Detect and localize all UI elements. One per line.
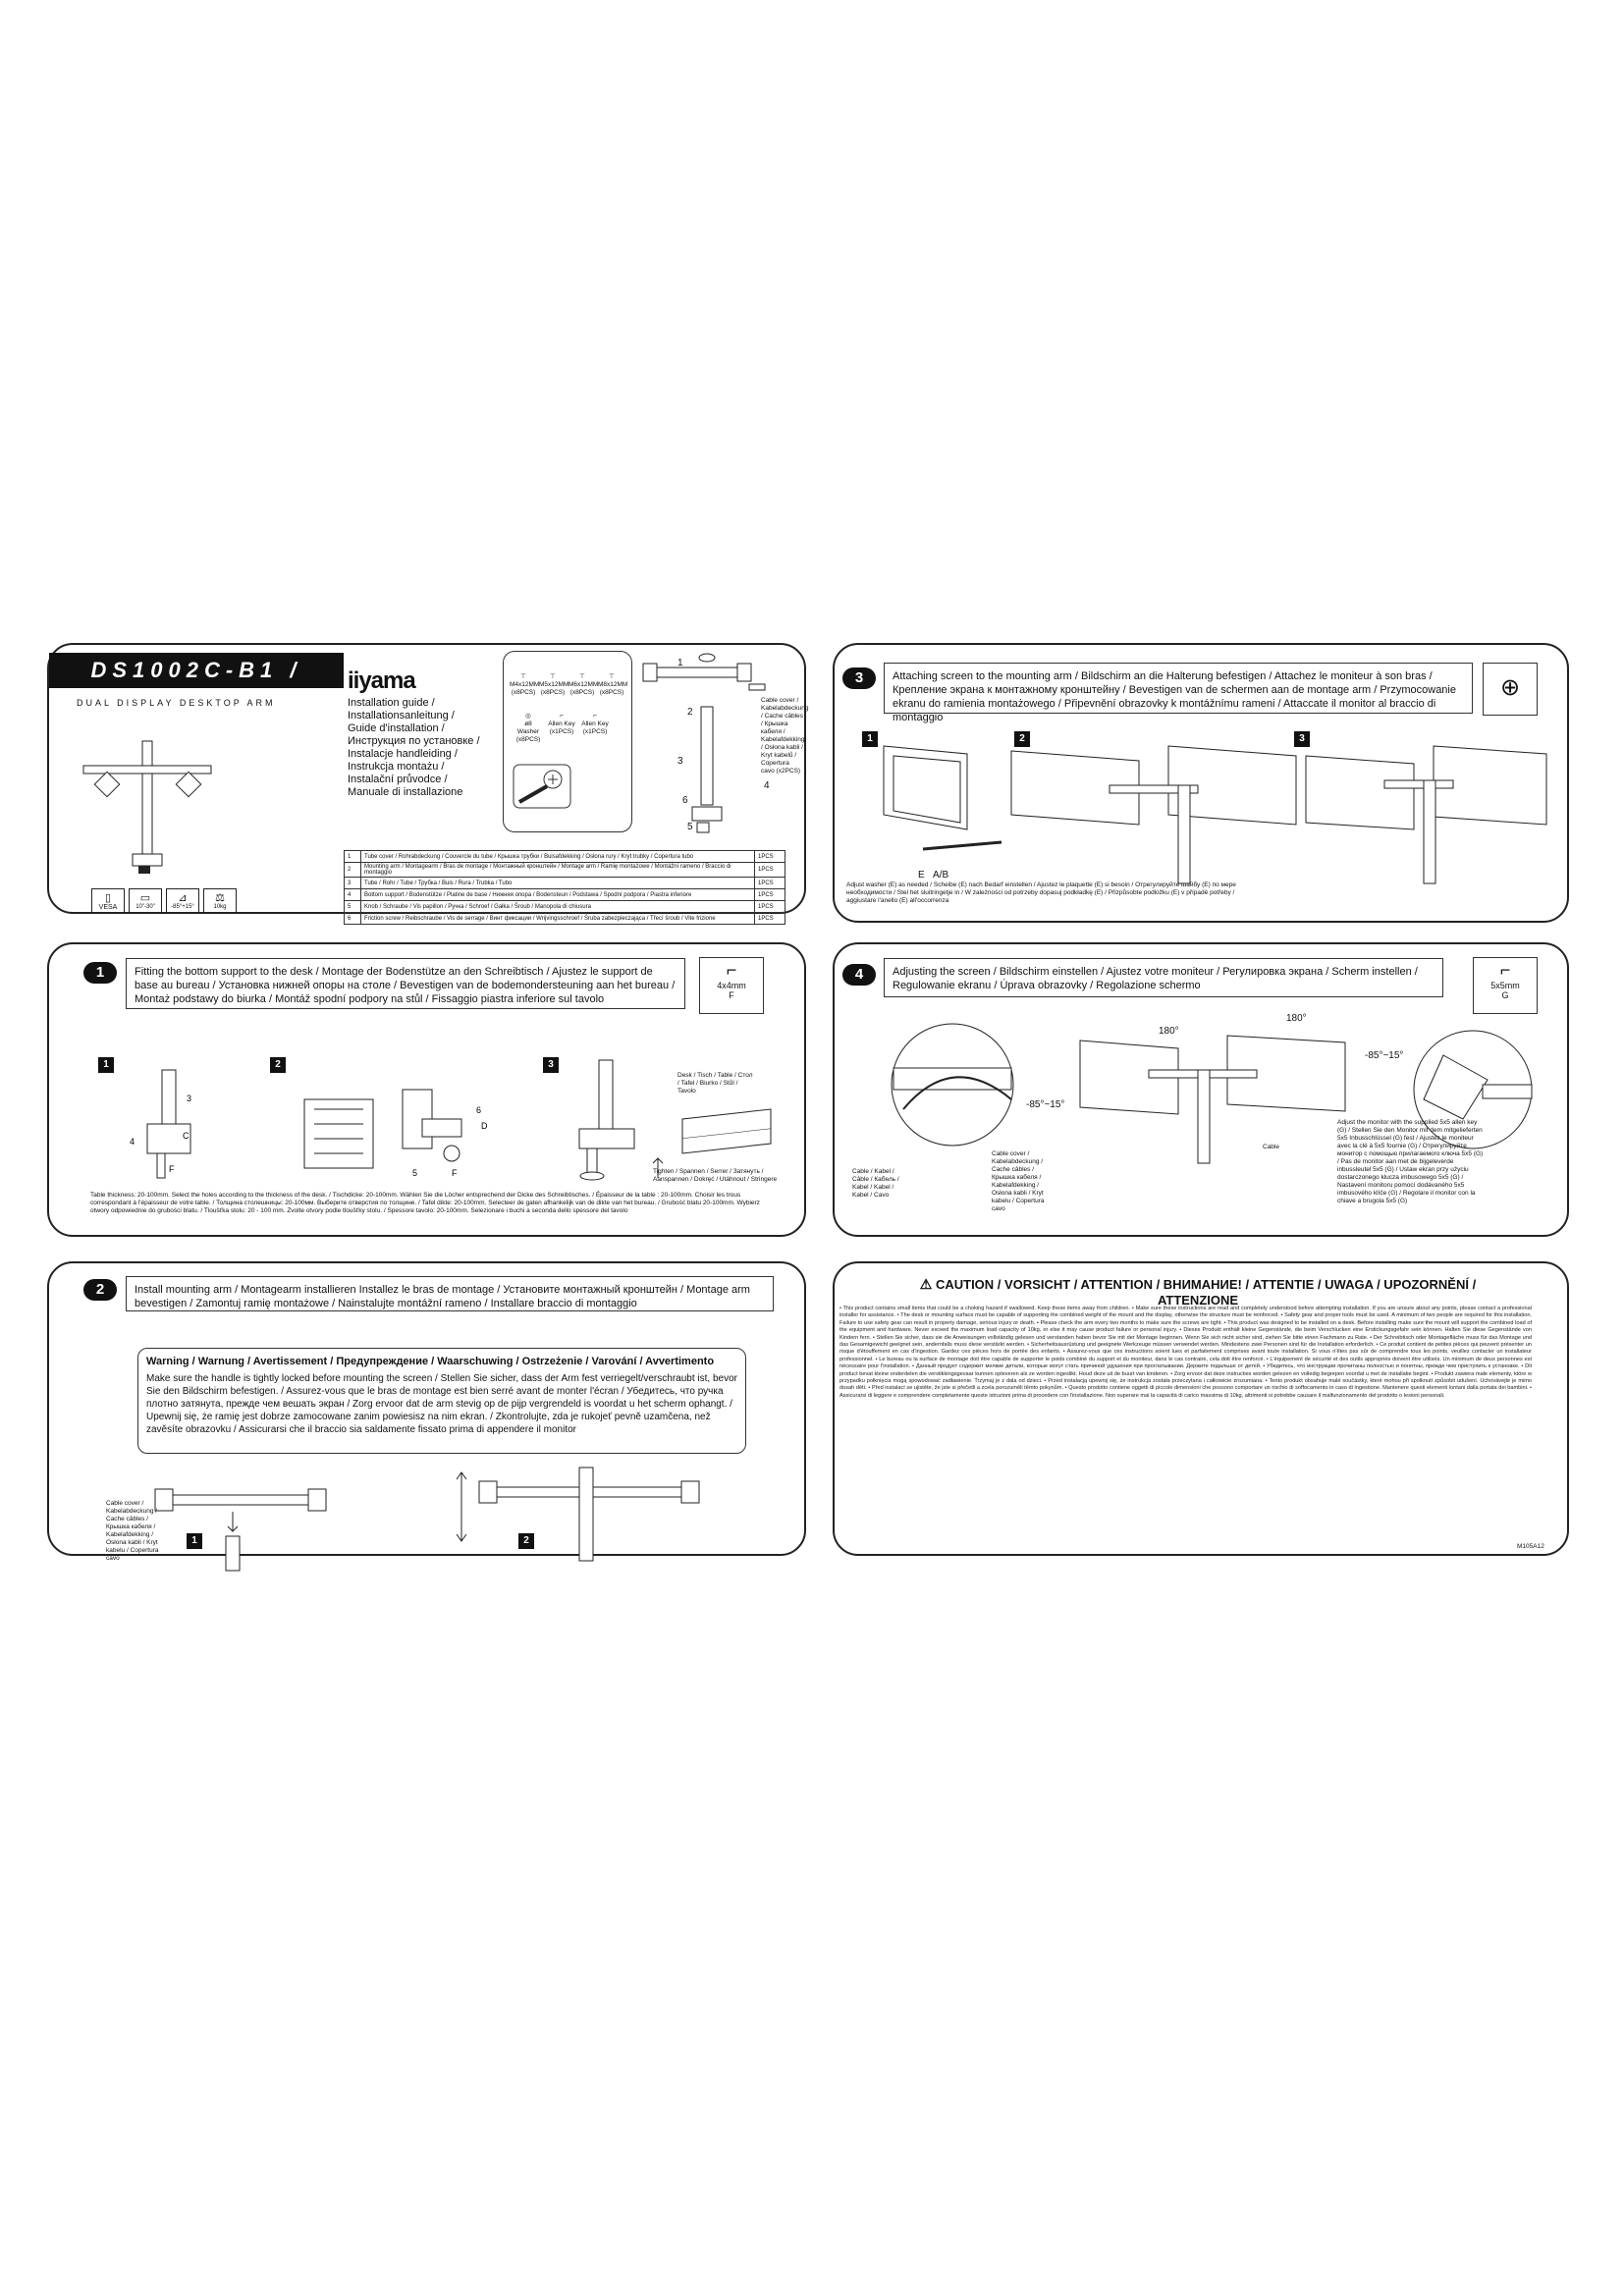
step4-title: Adjusting the screen / Bildschirm einstellen / Ajustez votre moniteur / Регулировка экрана / Scherm instellen / Regulowanie ekranu / Úprava obrazovky / Regolazione schermo — [884, 958, 1443, 997]
guide-nl: Instalacje handleiding / — [348, 748, 458, 760]
callout-1: 1 — [677, 658, 683, 668]
step2-cable-label: Cable cover / Kabelabdeckung / Cache câbles / Крышка кабеля / Kabelafdekking / Osłona kabli / Kryt kabelu / Copertura cavo — [106, 1500, 159, 1562]
washer-e: ◎ ø8 Washer (x8PCS) — [515, 713, 541, 743]
guide-cz: Instalační průvodce / — [348, 774, 448, 785]
step3-sub-1: 1 — [862, 731, 878, 747]
allen-key-icon: ⌐ — [726, 960, 737, 980]
svg-text:6: 6 — [476, 1105, 482, 1115]
parts-cell-no: 4 — [345, 889, 361, 901]
parts-row — [345, 913, 785, 925]
step2-sub-1: 1 — [187, 1533, 202, 1549]
cable-cover-label: Cable cover / Kabelabdeckung / Cache câbles / Крышка кабеля / Kabelafdekking / Osłona kabli / Kryt kabelů / Copertura cavo (x2PCS) — [761, 697, 809, 774]
parts-cell-no: 3 — [345, 878, 361, 889]
step2-warning-box — [137, 1348, 746, 1454]
step2-title: Install mounting arm / Montagearm installieren Installez le bras de montage / Установите монтажный кронштейн / Montage arm bevestigen / Zamontuj ramię montażowe / Nainstalujte montážní rameno / Installare braccio di montaggio — [126, 1276, 774, 1311]
guide-en: Installation guide / — [348, 697, 435, 709]
step4-tilt-a: -85°~15° — [1026, 1099, 1065, 1110]
step1-note: Table thickness: 20-100mm. Select the holes according to the thickness of the desk. / Tischdicke: 20-100mm. Wählen Sie die Löcher entsprechend der Dicke des Schreibtisches. / Épaisseur de la table : 20-100mm. Choisir les trous correspondant à l'épaisseur de votre table. / Толщина столешницы: 20-100мм. Выберите отверстия по толщине. / Tafel dikte: 20-100mm. Selecteer de gaten afhankelijk van de dikte van het bureau. / Grubość blatu 20-100mm. Wybierz otwory odpowiednie do grubości blatu. / Tloušťka stolu: 20 - 100 mm. Zvolte otvory podle tloušťky stolu. / Spessore tavolo: 20-100mm. Selezionare i buchi a seconda dello spessore del tavolo — [90, 1192, 760, 1214]
step3-e-label: E — [918, 870, 925, 881]
tilt-icon: ⊿ -85°+15° — [166, 888, 199, 914]
svg-text:3: 3 — [187, 1094, 192, 1103]
parts-row — [345, 851, 785, 863]
callout-4: 4 — [764, 780, 770, 791]
step1-desk-label: Desk / Tisch / Table / Стол / Tafel / Biurko / Stůl / Tavolo — [677, 1072, 753, 1095]
parts-row — [345, 889, 785, 901]
warning-triangle-icon: ⚠ — [919, 1276, 933, 1292]
parts-row — [345, 863, 785, 878]
step2-illustration-1 — [147, 1477, 373, 1571]
allen-key-icon-g: ⌐ — [1499, 960, 1511, 980]
parts-cell-qty: 1PCS — [755, 863, 785, 878]
parts-cell-text: Tube / Rohr / Tube / Трубка / Buis / Rura / Trubka / Tubo — [361, 878, 755, 889]
step1-sub-3: 3 — [543, 1057, 559, 1073]
svg-text:C: C — [183, 1131, 189, 1141]
vesa-icon: ▯ VESA — [91, 888, 125, 914]
brand-logo: iiyama — [348, 667, 415, 694]
step2-illustration-2 — [452, 1468, 727, 1561]
step3-sub-3: 3 — [1294, 731, 1310, 747]
step4-tool-letter: G — [1501, 990, 1509, 1000]
svg-text:F: F — [452, 1168, 458, 1178]
step4-cover-label: Cable cover / Kabelabdeckung / Cache câbles / Крышка кабеля / Kabelafdekking / Osłona kabli / Kryt kabelu / Copertura cavo — [992, 1150, 1045, 1212]
parts-cell-qty: 1PCS — [755, 913, 785, 925]
parts-cell-qty: 1PCS — [755, 878, 785, 889]
step1-illustration-2 — [295, 1080, 550, 1178]
parts-cell-no: 1 — [345, 851, 361, 863]
parts-cell-qty: 1PCS — [755, 851, 785, 863]
step4-cable-detail — [874, 1021, 1031, 1148]
guide-ru: Инструкция по установке / — [348, 735, 480, 747]
callout-6: 6 — [682, 795, 688, 806]
step2-warning-text: Make sure the handle is tightly locked before mounting the screen / Stellen Sie sicher, dass der Arm fest verriegelt/verschraubt ist, bevor Sie den Bildschirm befestigen. / Assurez-vous que le bras de montage est bien serré avant de monter l'écran / Убедитесь, что ручка плотно затянута, прежде чем вешать экран / Zorg ervoor dat de arm stevig op de pijp vergrendeld is voordat u het scherm ophangt. / Upewnij się, że ramię jest dobrze zamocowane zanim powiesisz na nim ekran. / Zkontrolujte, zda je rukojeť pevně uzamčena, než zavěsíte obrazovku / Assicurarsi che il braccio sia saldamente fissato prima di appendere il monitor — [146, 1373, 737, 1435]
screwdriver-icon — [514, 765, 572, 809]
step4-cable-word: Cable — [1263, 1144, 1279, 1150]
parts-cell-no: 2 — [345, 863, 361, 878]
step3-number: 3 — [842, 667, 876, 689]
step3-title: Attaching screen to the mounting arm / Bildschirm an die Halterung befestigen / Attachez le moniteur à son bras / Крепление экрана к монтажному кронштейну / Bevestigen van de schermen aan de montage arm / Przymocowanie ekranu do ramienia montażowego / Připevnění obrazovky k montážnímu rameni / Attaccate il monitor al braccio di montaggio — [884, 663, 1473, 714]
screw-b: ⊤ M5x12MM (x8PCS) — [539, 673, 569, 696]
step1-illustration-1 — [118, 1070, 236, 1178]
step4-angle-b: 180° — [1286, 1013, 1307, 1024]
step4-monitors — [1070, 1021, 1375, 1168]
desktop-arm-illustration — [74, 717, 221, 874]
svg-text:F: F — [169, 1164, 175, 1174]
step2-number: 2 — [83, 1279, 117, 1301]
svg-text:D: D — [481, 1121, 488, 1131]
screw-a: ⊤ M4x12MM (x8PCS) — [510, 673, 540, 696]
step4-cable-label: Cable / Kabel / Câble / Кабель / Kabel / Kabel / Kabel / Cavo — [852, 1168, 899, 1199]
screw-d: ⊤ M8x12MM (x8PCS) — [598, 673, 628, 696]
step1-tool-letter: F — [729, 990, 734, 1000]
step4-number: 4 — [842, 964, 876, 986]
step4-allen-key-box — [1473, 957, 1538, 1014]
step4-angle-a: 180° — [1159, 1026, 1179, 1037]
step4-adjust-text: Adjust the monitor with the supplied 5x5 allen key (G) / Stellen Sie den Monitor mit dem mitgelieferten 5x5 Inbusschlüssel (G) fest / Ajustez le moniteur avec la clé à 5x5 fournie (G) / Отрегулируйте монитор с помощью прилагаемого ключа 5x5 (G) / Pas de monitor aan met de bijgeleverde inbussleutel 5x5 (G) / Ustaw ekran przy użyciu dostarczonego klucza imbusowego 5x5 (G) / Nastavení monitoru pomocí dodávaného 5x5 imbusového klíče (G) / Regolare il monitor con la chiave a brugola 5x5 (G) — [1337, 1119, 1484, 1204]
install-guide-list — [348, 697, 505, 799]
product-subtitle: DUAL DISPLAY DESKTOP ARM — [77, 698, 276, 708]
callout-2: 2 — [687, 707, 693, 718]
guide-de: Installationsanleitung / — [348, 710, 455, 721]
hardware-kit-box — [503, 651, 632, 832]
weight-icon: ⚖ 10kg — [203, 888, 237, 914]
step3-illustration — [864, 736, 1551, 893]
parts-cell-no: 5 — [345, 901, 361, 913]
step3-adjust-label: Adjust washer (E) as needed / Scheibe (E) nach Bedarf einstellen / Ajustez le plaquette (E) si besoin / Отрегулируйте шайбу (E) по мере необходимости / Stel het sluitringetje in / W zależności od potrzeby dopasuj podkładkę (E) / Přizpůsobte podložku (E) v případě potřeby / aggiustare l'anello (E) all'occorrenza — [846, 881, 1236, 904]
spec-icons — [91, 888, 288, 918]
step1-tool-size: 4x4mm — [717, 981, 746, 990]
guide-fr: Guide d'installation / — [348, 722, 445, 734]
parts-row — [345, 878, 785, 889]
guide-it: Manuale di installazione — [348, 786, 463, 798]
caution-header — [903, 1276, 1492, 1308]
allen-key-f: ⌐ Allen Key (x1PCS) — [548, 713, 575, 735]
step3-screwdriver-box — [1483, 663, 1538, 716]
step4-tilt-b: -85°~15° — [1365, 1050, 1404, 1061]
parts-list-table — [344, 850, 785, 925]
callout-5: 5 — [687, 822, 693, 832]
step1-sub-1: 1 — [98, 1057, 114, 1073]
parts-cell-qty: 1PCS — [755, 901, 785, 913]
parts-cell-no: 6 — [345, 913, 361, 925]
caution-title: CAUTION / VORSICHT / ATTENTION / ВНИМАНИЕ! / ATTENTIE / UWAGA / UPOZORNĚNÍ / ATTENZIONE — [935, 1277, 1477, 1308]
step3-sub-2: 2 — [1014, 731, 1030, 747]
guide-pl: Instrukcja montażu / — [348, 761, 445, 773]
step1-sub-2: 2 — [270, 1057, 286, 1073]
parts-cell-qty: 1PCS — [755, 889, 785, 901]
doc-code: M105A12 — [1517, 1543, 1544, 1550]
svg-text:4: 4 — [130, 1137, 135, 1147]
allen-key-g: ⌐ Allen Key (x1PCS) — [581, 713, 609, 735]
screen-size-icon: ▭ 10"-30" — [129, 888, 162, 914]
parts-cell-text: Mounting arm / Montagearm / Bras de montage / Монтажный кронштейн / Montage arm / Ramię montażowe / Montážní rameno / Braccio di montaggio — [361, 863, 755, 878]
caution-body: • This product contains small items that could be a choking hazard if swallowed. Keep these items away from children. • Make sure these instructions are read and completely understood before attempting installation. If you are unsure about any points, please contact a professional installer for assistance. • The desk or mounting surface must be capable of supporting the combined weight of the mount and the display, otherwise the structure must be reinforced. • Safety gear and proper tools must be used. A minimum of two people are required for this installation. Failure to use safety gear can result in property damage, serious injury or death. • Please check the arm every two months to make sure the screws are tight. • This product was designed to be installed on a desk. Before installing make sure the mount will support the combined load of the equipment and hardware. Never exceed the maximum load capacity of 10kg, or else it may cause product failure or personal injury. • Dieses Produkt enthält kleine Gegenstände, die beim Verschlucken eine Erstickungsgefahr sein können. Halten Sie diese Gegenstände von Kindern fern. • Stellen Sie sicher, dass sie die Anweisungen vollständig gelesen und verstanden haben bevor Sie mit der Montage beginnen. Wenn Sie sich nicht sicher sind, ziehen Sie bitte einen Fachmann zu Rate. • Der Schreibtisch oder Montagefläche muss für das Montage und das Gesamtgewicht geeignet sein, andernfalls muss diese verstärkt werden. • Sicherheitsausrüstung und geeignete Werkzeuge müssen verwendet werden. Mindestens zwei Personen sind für die Installation erforderlich. • Ce produit contient de petites pièces qui peuvent présenter un risque d'étouffement en cas d'ingestion. Gardez ces pièces hors de portée des enfants. • Assurez-vous que ces instructions soient lues et parfaitement comprises avant toute installation. Si vous n'êtes pas sûr de comprendre tous les points, veuillez contacter un installateur professionnel. • Le bureau ou la surface de montage doit être capable de supporter le poids combiné du support et du moniteur, dans le cas contraire, cela doit être renforcé. • L'équipement de sécurité et des outils appropriés doivent être utilisés. Un minimum de deux personnes est nécessaire pour l'installation. • Данный продукт содержит мелкие детали, которые могут стать причиной удушения при проглатывании. Держите подальше от детей. • Убедитесь, что инструкции прочитаны полностью и понятны, прежде чем приступить к установке. • Dit product bevat kleine onderdelen die verstikkingsgevaar kunnen opleveren als ze worden ingeslikt. Houd deze uit de buurt van kinderen. • Zorg ervoor dat deze instructies worden gelezen en volledig begrepen voordat u met de installatie begint. • Produkt zawiera małe elementy, które w przypadku połknięcia mogą spowodować zadławienie. Trzymaj je z dala od dzieci. • Przed instalacją upewnij się, że instrukcja została przeczytana i całkowicie zrozumiana. • Tento produkt obsahuje malé součástky, které mohou při spolknutí způsobit udušení. Uchovávejte je mimo dosah dětí. • Před instalací se ujistěte, že jste si přečetli a zcela porozuměli těmto pokynům. • Questo prodotto contiene oggetti di piccole dimensioni che possono comportare un rischio di soffocamento in caso di ingestione. Mantenere questi elementi lontani dalla portata dei bambini. • Assicurarsi di leggere e comprendere completamente queste istruzioni prima di procedere con l'installazione. Non superare mai la capacità di carico massima di 10kg, altrimenti si potrebbe causare il malfunzionamento del prodotto o lesioni personali. — [839, 1306, 1532, 1399]
step2-warning-title: Warning / Warnung / Avertissement / Предупреждение / Waarschuwing / Ostrzeżenie / Varování / Avvertimento — [146, 1356, 715, 1367]
step2-sub-2: 2 — [518, 1533, 534, 1549]
parts-cell-text: Bottom support / Bodenstütze / Platine de base / Нижняя опора / Bodensteun / Podstawa / Spodní podpora / Piastra inferiore — [361, 889, 755, 901]
callout-3: 3 — [677, 756, 683, 767]
phillips-icon: ⊕ — [1499, 674, 1521, 701]
parts-cell-text: Tube cover / Rohrabdeckung / Couvercle du tube / Крышка трубки / Buisafdekking / Osłona rury / Kryt trubky / Copertura tubo — [361, 851, 755, 863]
step1-number: 1 — [83, 962, 117, 984]
step3-ab-label: A/B — [933, 870, 949, 881]
parts-cell-text: Knob / Schraube / Vis papillon / Ручка / Schroef / Gałka / Šroub / Manopola di chiusura — [361, 901, 755, 913]
parts-row — [345, 901, 785, 913]
svg-text:5: 5 — [412, 1168, 418, 1178]
step4-tool-size: 5x5mm — [1490, 981, 1520, 990]
screw-c: ⊤ M6x12MM (x8PCS) — [568, 673, 599, 696]
step1-tighten-label: Tighten / Spannen / Serrer / Затянуть / Aanspannen / Dokręć / Utáhnout / Stringere — [653, 1168, 778, 1183]
step1-allen-key-box — [699, 957, 764, 1014]
parts-cell-text: Friction screw / Reibschraube / Vis de serrage / Винт фиксации / Wrijvingsschroef / Śruba zabezpieczająca / Třecí šroub / Vite frizione — [361, 913, 755, 925]
step1-title: Fitting the bottom support to the desk / Montage der Bodenstütze an den Schreibtisch / Ajustez le support de base au bureau / Установка нижней опоры на столе / Bevestigen van de bodemondersteuning aan het bureau / Montaż podstawy do biurka / Montáž spodní podpory na stůl / Fissaggio piastra inferiore sul tavolo — [126, 958, 685, 1009]
model-title: DS1002C-B1 / — [49, 653, 344, 688]
